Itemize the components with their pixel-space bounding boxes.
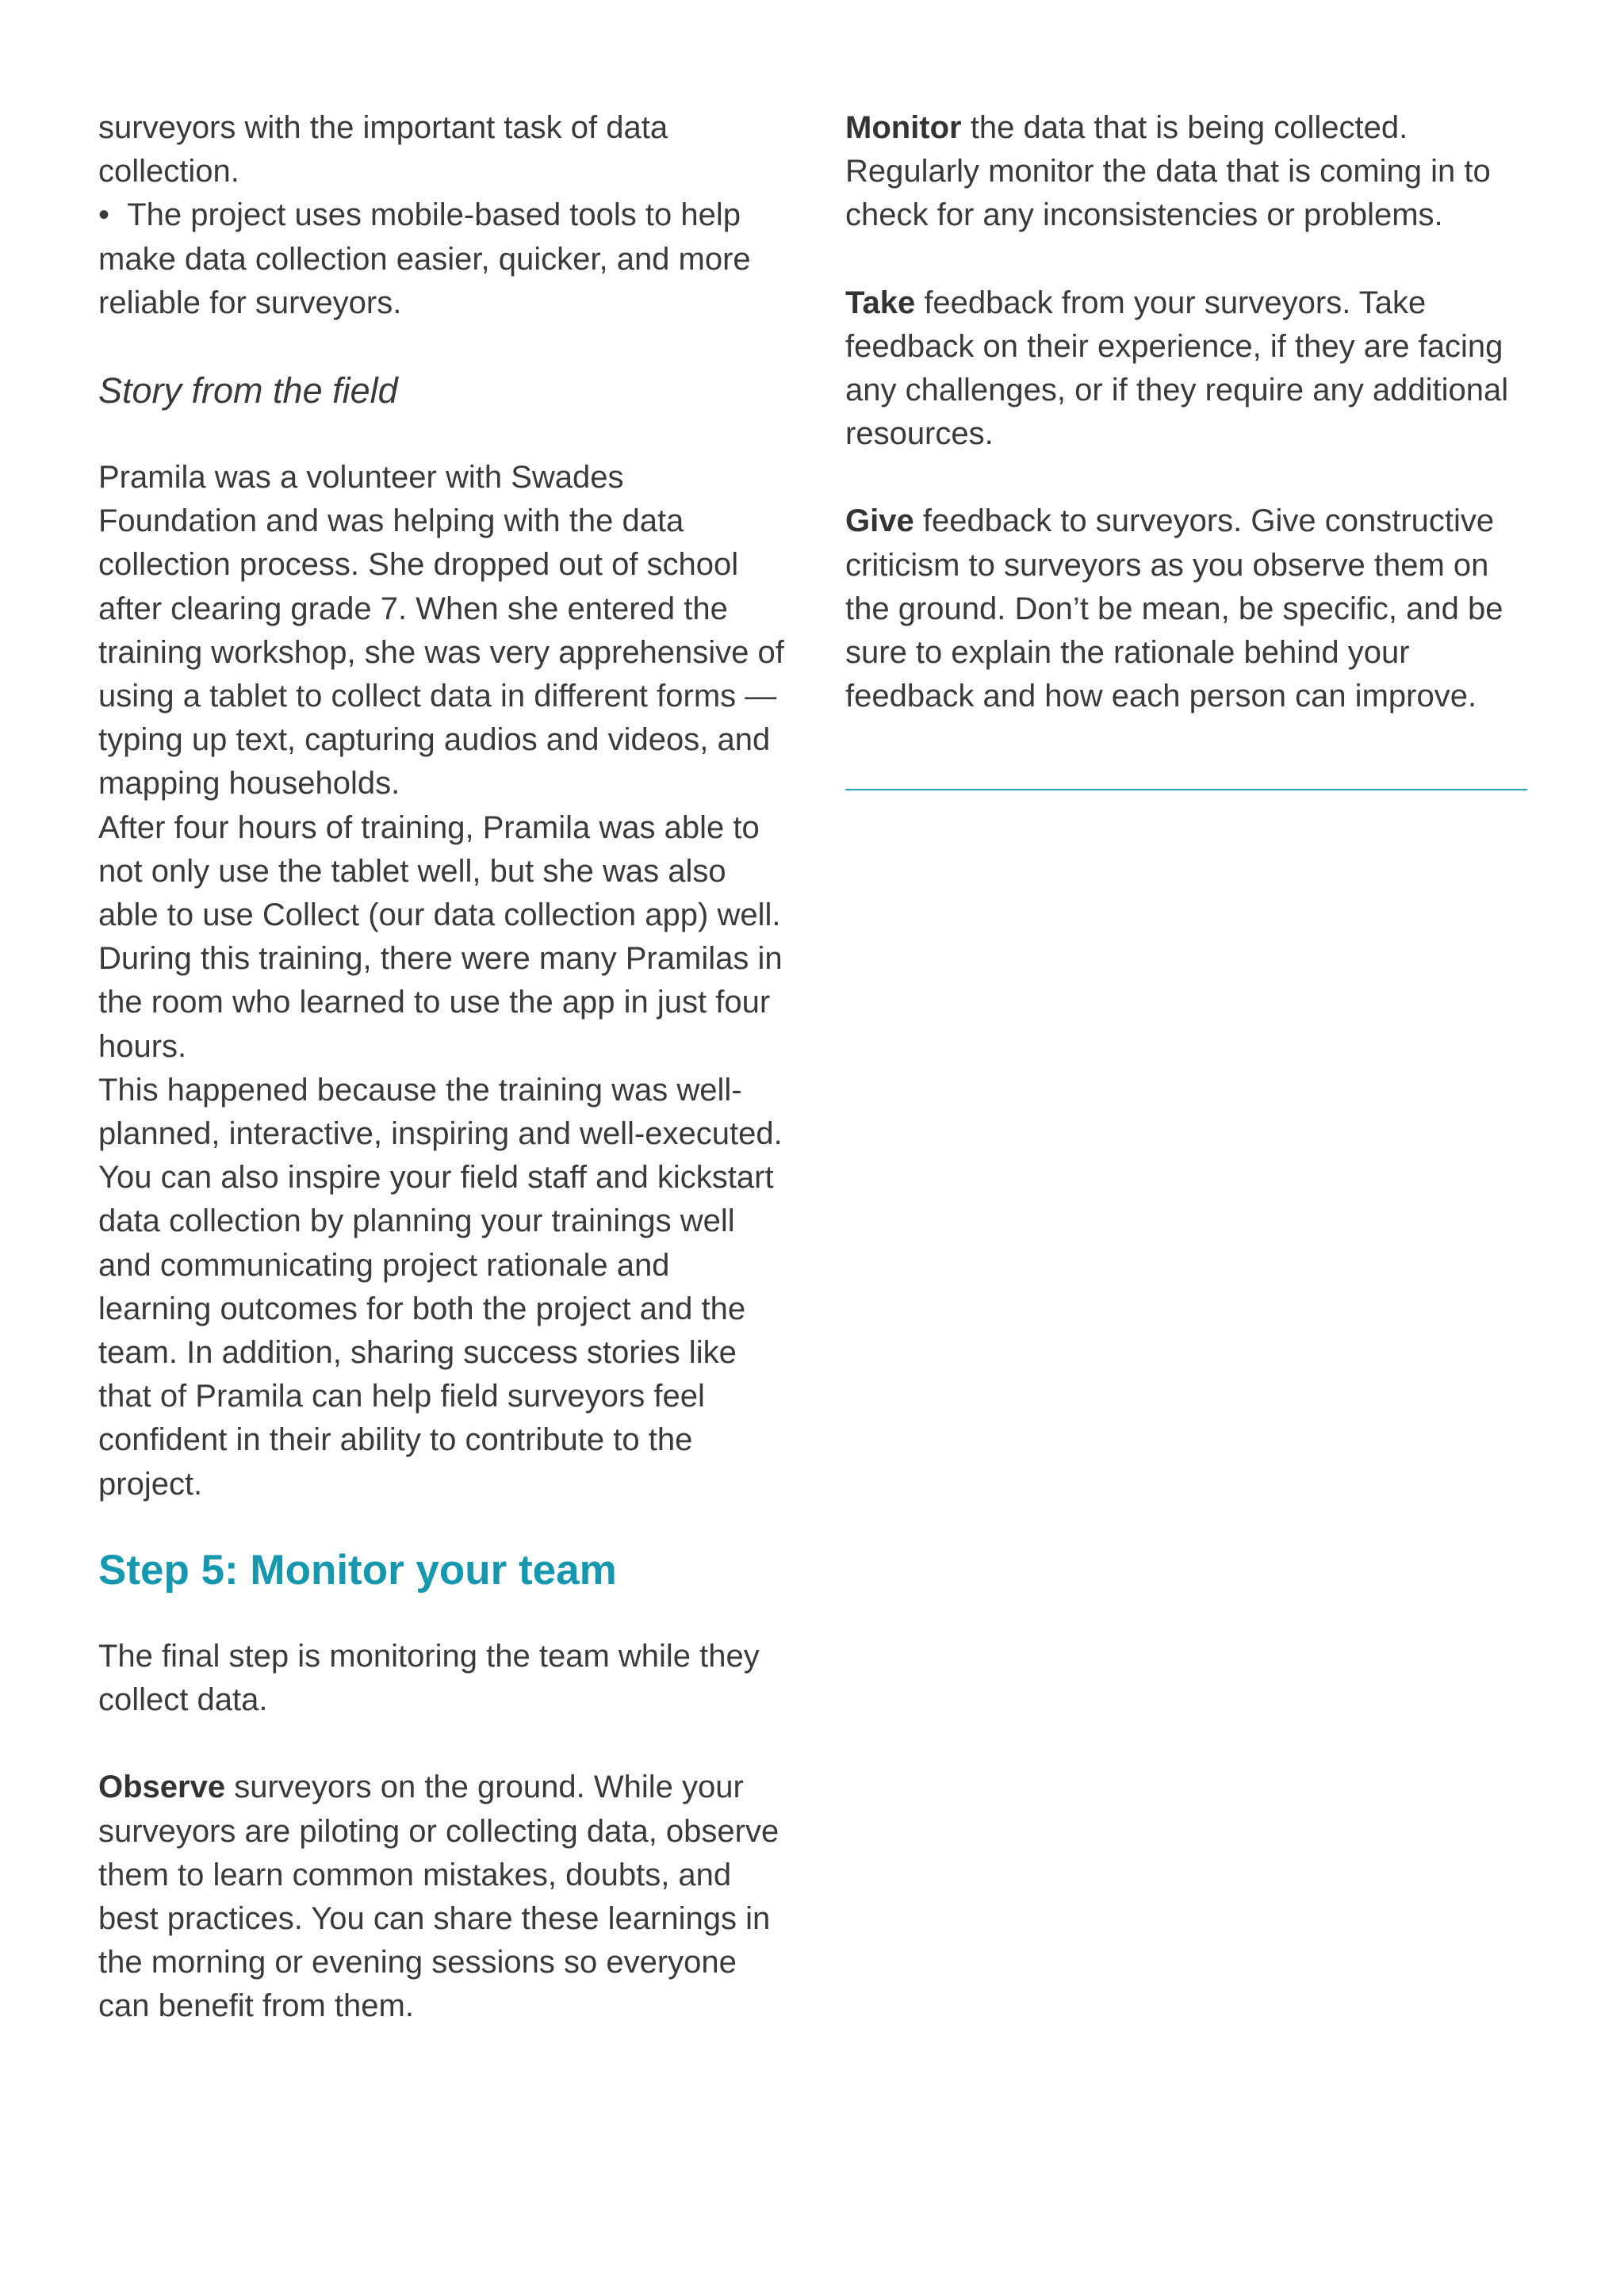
story-paragraph-1: Pramila was a volunteer with Swades Foundation and was helping with the data collection process. She dropped out of school after clearing grade 7. When she entered the training workshop, she was very apprehensive of using a tablet to collect data in different forms — typing up text, capturing audios and videos, and mapping households.	[98, 460, 784, 802]
take-paragraph	[845, 281, 1534, 457]
story-paragraph-4: This happened because the training was well-planned, interactive, inspiring and well-executed. You can also inspire your field staff and kickstart data collection by planning your trainings well and communicating project rationale and learning outcomes for both the project and the team. In addition, sharing success stories like that of Pramila can help field surveyors feel confident in their ability to contribute to the project.	[98, 1072, 783, 1502]
observe-paragraph	[98, 1766, 788, 2028]
monitor-text: the data that is being collected. Regularly monitor the data that is coming in to check for any inconsistencies or problems.	[845, 110, 1491, 233]
story-paragraph-3: During this training, there were many Pramilas in the room who learned to use the app in just four hours.	[98, 941, 783, 1064]
observe-text: surveyors on the ground. While your surveyors are piloting or collecting data, observe them to learn common mistakes, doubts, and best practices. You can share these learnings in the morning or evening sessions so everyone can benefit from them.	[98, 1770, 779, 2024]
bullet-item: • The project uses mobile-based tools to help make data collection easier, quicker, and more reliable for surveyors.	[98, 193, 788, 325]
step-5-heading: Step 5: Monitor your team	[98, 1546, 617, 1594]
give-term: Give	[845, 503, 914, 539]
give-text: feedback to surveyors. Give constructive criticism to surveyors as you observe them on the ground. Don’t be mean, be specific, and be sure to explain the rationale behind your feedback and how each person can improve.	[845, 503, 1503, 714]
section-divider	[845, 789, 1527, 790]
story-heading: Story from the field	[98, 370, 398, 411]
observe-term: Observe	[98, 1770, 226, 1805]
left-column	[98, 106, 788, 2029]
story-paragraph-2: After four hours of training, Pramila was able to not only use the tablet well, but she was also able to use Collect (our data collection app) well.	[98, 809, 781, 933]
monitor-paragraph	[845, 106, 1534, 238]
step-intro-paragraph: The final step is monitoring the team while they collect data.	[98, 1638, 760, 1718]
give-paragraph	[845, 499, 1534, 718]
intro-paragraph: surveyors with the important task of data collection.	[98, 110, 668, 189]
take-term: Take	[845, 285, 916, 320]
take-text: feedback from your surveyors. Take feedback on their experience, if they are facing any challenges, or if they require any additional resources.	[845, 285, 1509, 452]
right-column	[845, 106, 1534, 718]
monitor-term: Monitor	[845, 110, 962, 145]
